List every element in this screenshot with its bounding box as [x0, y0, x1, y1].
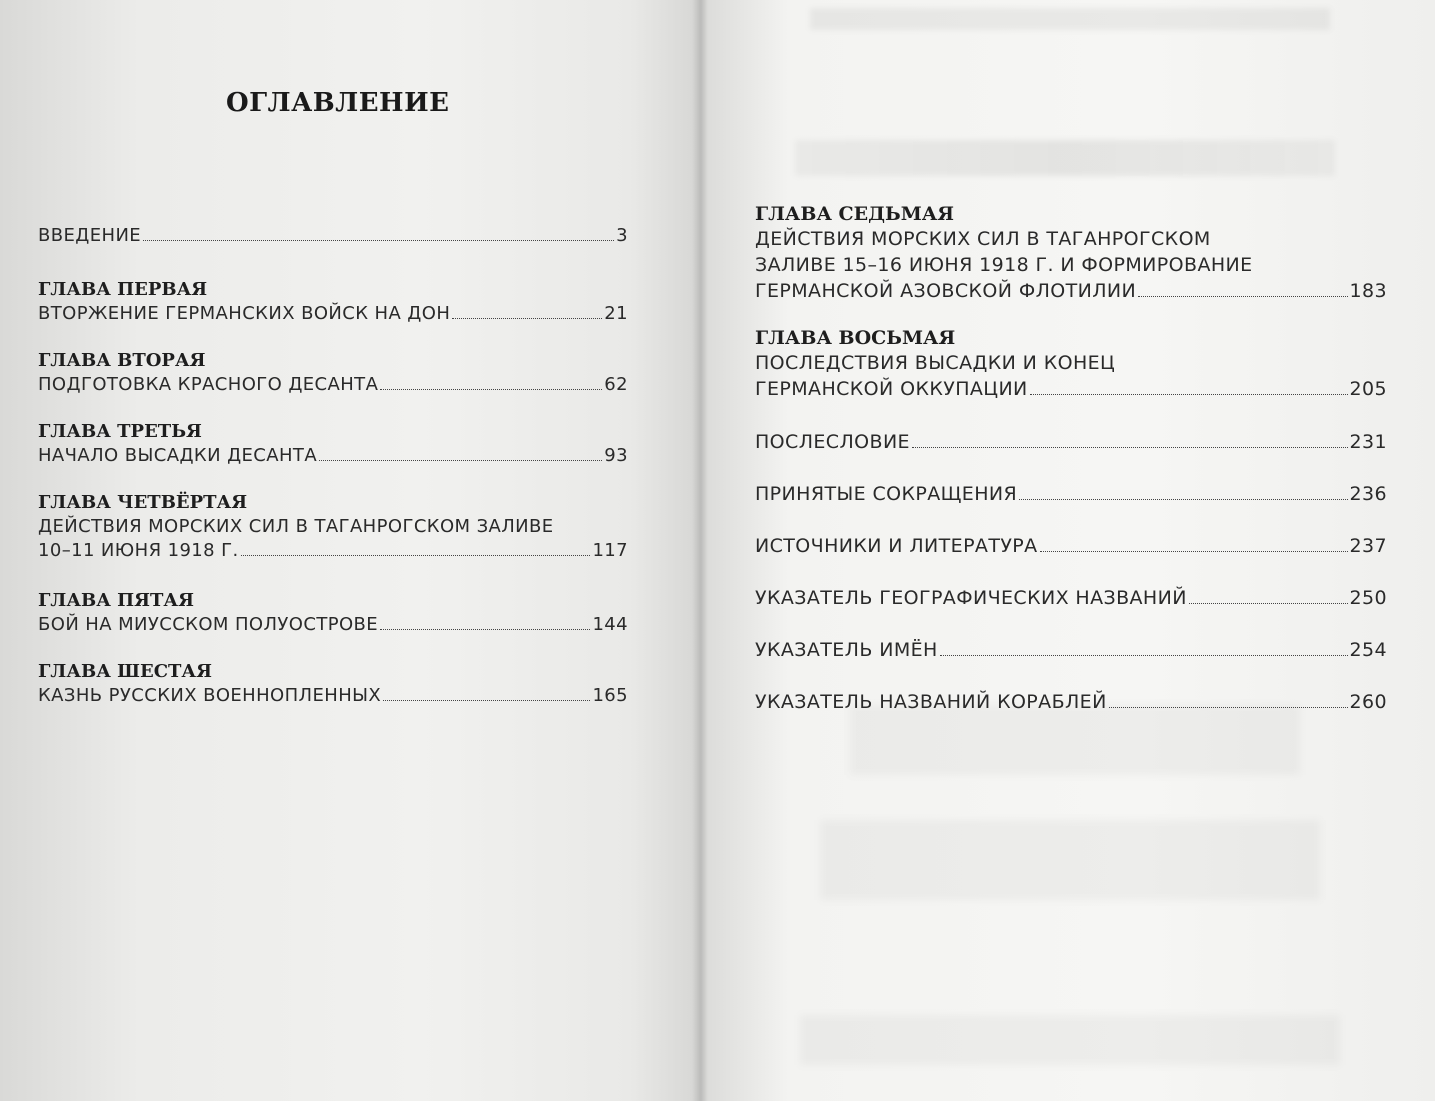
dot-leader	[380, 629, 590, 630]
toc-entry-title: УКАЗАТЕЛЬ НАЗВАНИЙ КОРАБЛЕЙ	[755, 691, 1107, 713]
bleed-through-shadow	[820, 820, 1320, 900]
page-number: 183	[1349, 280, 1387, 302]
toc-line	[755, 533, 1387, 559]
toc-entry-afterword[interactable]	[755, 429, 1387, 455]
dot-leader	[1030, 394, 1348, 395]
toc-entry-title-line: ДЕЙСТВИЯ МОРСКИХ СИЛ В ТАГАНРОГСКОМ ЗАЛИВЕ	[38, 516, 554, 537]
dot-leader	[383, 700, 590, 701]
dot-leader	[940, 655, 1348, 656]
toc-line	[755, 585, 1387, 611]
toc-entry-title: КАЗНЬ РУССКИХ ВОЕННОПЛЕННЫХ	[38, 685, 382, 706]
dot-leader	[1019, 499, 1347, 500]
toc-line	[38, 224, 628, 248]
chapter-label: ГЛАВА ЧЕТВЁРТАЯ	[38, 492, 248, 513]
toc-line	[755, 689, 1387, 715]
toc-line	[38, 613, 628, 637]
chapter-label: ГЛАВА ПЕРВАЯ	[38, 279, 208, 300]
toc-line	[755, 376, 1387, 402]
chapter-label: ГЛАВА ВОСЬМАЯ	[755, 327, 956, 349]
dot-leader	[1138, 296, 1347, 297]
right-page	[700, 0, 1435, 1101]
chapter-label: ГЛАВА СЕДЬМАЯ	[755, 203, 954, 225]
page-number: 237	[1349, 535, 1387, 557]
page-number: 254	[1349, 639, 1387, 661]
toc-entry-chapter-5[interactable]	[38, 589, 628, 637]
chapter-label: ГЛАВА ТРЕТЬЯ	[38, 421, 202, 442]
toc-entry-title: ПРИНЯТЫЕ СОКРАЩЕНИЯ	[755, 483, 1018, 505]
toc-entry-title: БОЙ НА МИУССКОМ ПОЛУОСТРОВЕ	[38, 614, 379, 635]
page-number: 3	[616, 225, 628, 246]
page-number: 260	[1349, 691, 1387, 713]
toc-entry-title-line: ЗАЛИВЕ 15–16 ИЮНЯ 1918 Г. И ФОРМИРОВАНИЕ	[755, 254, 1253, 276]
toc-entry-title: НАЧАЛО ВЫСАДКИ ДЕСАНТА	[38, 445, 318, 466]
page-number: 205	[1349, 378, 1387, 400]
page-number: 144	[592, 614, 628, 635]
toc-entry-title: УКАЗАТЕЛЬ ИМЁН	[755, 639, 938, 661]
toc-line	[755, 278, 1387, 304]
page-number: 21	[604, 303, 628, 324]
page-number: 231	[1349, 431, 1387, 453]
toc-entry-title: ВТОРЖЕНИЕ ГЕРМАНСКИХ ВОЙСК НА ДОН	[38, 303, 451, 324]
toc-entry-ships-index[interactable]	[755, 689, 1387, 715]
dot-leader	[380, 389, 602, 390]
toc-entry-introduction[interactable]	[38, 224, 628, 248]
toc-entry-title: ПОСЛЕСЛОВИЕ	[755, 431, 910, 453]
toc-line	[38, 373, 628, 397]
toc-entry-title: 10–11 ИЮНЯ 1918 Г.	[38, 540, 239, 561]
bleed-through-shadow	[850, 705, 1300, 775]
toc-entry-title: ГЕРМАНСКОЙ АЗОВСКОЙ ФЛОТИЛИИ	[755, 280, 1137, 302]
dot-leader	[241, 555, 591, 556]
toc-line	[38, 302, 628, 326]
dot-leader	[452, 318, 602, 319]
page-title: ОГЛАВЛЕНИЕ	[226, 88, 450, 118]
bleed-through-shadow	[795, 140, 1335, 176]
toc-line	[38, 539, 628, 563]
toc-line	[38, 444, 628, 468]
toc-entry-chapter-4[interactable]	[38, 491, 628, 563]
page-number: 117	[592, 540, 628, 561]
page-number: 93	[604, 445, 628, 466]
left-page	[0, 0, 700, 1101]
book-gutter	[692, 0, 708, 1101]
toc-line	[755, 637, 1387, 663]
page-number: 165	[592, 685, 628, 706]
dot-leader	[319, 460, 602, 461]
toc-line	[755, 481, 1387, 507]
bleed-through-shadow	[810, 8, 1330, 30]
toc-entry-title-line: ПОСЛЕДСТВИЯ ВЫСАДКИ И КОНЕЦ	[755, 352, 1116, 374]
toc-entry-chapter-7[interactable]	[755, 202, 1387, 304]
toc-entry-abbreviations[interactable]	[755, 481, 1387, 507]
chapter-label: ГЛАВА ПЯТАЯ	[38, 590, 194, 611]
toc-entry-title: ГЕРМАНСКОЙ ОККУПАЦИИ	[755, 378, 1028, 400]
dot-leader	[1189, 603, 1348, 604]
toc-line	[755, 429, 1387, 455]
chapter-label: ГЛАВА ВТОРАЯ	[38, 350, 206, 371]
toc-entry-title: ВВЕДЕНИЕ	[38, 225, 142, 246]
toc-entry-chapter-6[interactable]	[38, 660, 628, 708]
page-number: 250	[1349, 587, 1387, 609]
toc-entry-title: ПОДГОТОВКА КРАСНОГО ДЕСАНТА	[38, 374, 379, 395]
toc-entry-sources[interactable]	[755, 533, 1387, 559]
dot-leader	[1109, 707, 1348, 708]
dot-leader	[912, 447, 1348, 448]
chapter-label: ГЛАВА ШЕСТАЯ	[38, 661, 212, 682]
dot-leader	[143, 240, 614, 241]
toc-entry-names-index[interactable]	[755, 637, 1387, 663]
toc-entry-geo-index[interactable]	[755, 585, 1387, 611]
toc-entry-chapter-3[interactable]	[38, 420, 628, 468]
toc-entry-chapter-8[interactable]	[755, 326, 1387, 402]
toc-line	[38, 684, 628, 708]
toc-entry-chapter-2[interactable]	[38, 349, 628, 397]
page-number: 236	[1349, 483, 1387, 505]
page-number: 62	[604, 374, 628, 395]
toc-entry-title: УКАЗАТЕЛЬ ГЕОГРАФИЧЕСКИХ НАЗВАНИЙ	[755, 587, 1187, 609]
dot-leader	[1040, 551, 1348, 552]
toc-entry-title: ИСТОЧНИКИ И ЛИТЕРАТУРА	[755, 535, 1038, 557]
bleed-through-shadow	[800, 1015, 1340, 1065]
toc-entry-chapter-1[interactable]	[38, 278, 628, 326]
toc-entry-title-line: ДЕЙСТВИЯ МОРСКИХ СИЛ В ТАГАНРОГСКОМ	[755, 228, 1211, 250]
